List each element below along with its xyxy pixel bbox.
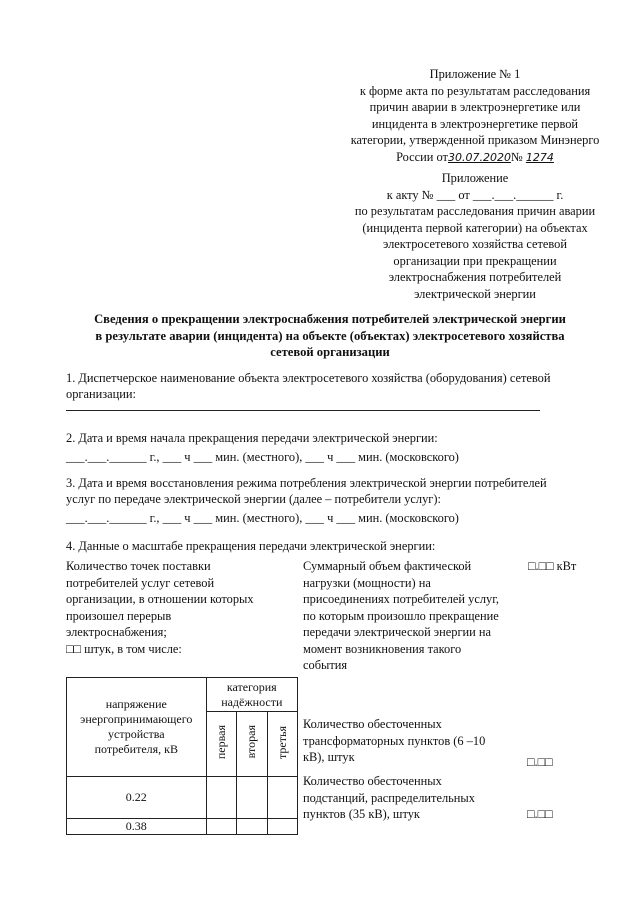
total-load-value: □.□□ кВт [528,559,577,573]
appendix-1-line: инцидента в электроэнергетике первой [371,116,579,131]
total-load-line: момент возникновения такого [303,641,462,656]
appendix-2-header [330,170,620,302]
section-3-line-2: услуг по передаче электрической энергии (далее – потребители услуг): [66,492,441,506]
section-3-line-1: 3. Дата и время восстановления режима потребления электрической энергии потребителей [66,476,547,490]
appendix-2-line: к акту № ___ от ___.___.______ г. [386,187,564,202]
voltage-reliability-table [66,677,298,835]
appendix-2-line: (инцидента первой категории) на объектах [362,220,588,235]
transformer-points-line: Количество обесточенных [303,717,442,731]
appendix-1-line: Приложение № 1 [429,67,521,81]
order-number-sign: № [510,149,523,164]
appendix-2-line: Приложение [441,171,509,185]
transformer-points-line: кВ), штук [303,750,355,764]
voltage-value-cell: 0.38 [67,819,207,835]
total-load-line: нагрузки (мощности) на [303,575,431,590]
section-1-line-2: организации: [66,387,136,401]
voltage-value-cell: 0.22 [67,777,207,819]
category-second-label: вторая [244,725,259,759]
reliability-category-header [206,678,297,712]
transformer-points-line: трансформаторных пунктов (6 –10 [303,733,486,748]
substations-line: пунктов (35 кВ), штук [303,807,420,821]
category-second-header [237,712,267,777]
appendix-2-line: по результатам расследования причин аварии [354,204,596,218]
appendix-1-line: к форме акта по результатам расследования [359,83,591,98]
reliability-header-line: надёжности [221,694,283,709]
total-load-line: присоединениях потребителей услуг, [303,592,499,606]
transformer-points-value: □.□□ [527,755,553,769]
voltage-header-line: энергопринимающего [80,712,193,726]
appendix-2-line: электроснабжения потребителей [388,270,562,284]
category-first-cell[interactable] [206,819,236,835]
category-first-label: первая [213,724,228,760]
substations-line: подстанций, распределительных [303,790,475,805]
appendix-1-line: причин аварии в электроэнергетике или [369,100,581,114]
appendix-1-line: категории, утвержденной приказом Минэнерго [350,133,600,147]
section-1-line-1: 1. Диспетчерское наименование объекта электросетевого хозяйства (оборудования) сетевой [66,371,551,385]
delivery-points-count: □□ штук, в том числе: [66,641,182,656]
delivery-points-block [66,558,254,657]
title-line: в результате аварии (инцидента) на объекте (объектах) электросетевого хозяйства [95,328,565,343]
category-third-label: третья [274,725,289,759]
substations-block [303,773,475,823]
voltage-header-line: потребителя, кВ [94,742,178,756]
section-2-line-1: 2. Дата и время начала прекращения передачи электрической энергии: [66,431,438,445]
delivery-points-line: Количество точек поставки [66,559,211,573]
appendix-2-line: электросетевого хозяйства сетевой [383,237,567,251]
section-3-datetime-blanks[interactable]: ___.___.______ г., ___ ч ___ мин. (местного), ___ ч ___ мин. (московского) [66,511,459,525]
title-line: сетевой организации [270,345,390,359]
handwritten-order-date: 30.07.2020 [447,150,511,164]
transformer-points-block [303,716,485,766]
appendix-1-order-line [330,149,620,167]
voltage-header-line: устройства [108,727,165,741]
total-load-line: по которым произошло прекращение [303,608,499,623]
delivery-points-line: произошел перерыв [66,608,172,623]
category-third-cell[interactable] [267,819,298,835]
section-1-blank-line[interactable] [66,410,540,411]
category-first-cell[interactable] [206,777,236,819]
voltage-header-cell [67,678,207,777]
table-row [67,819,298,835]
category-second-cell[interactable] [237,777,267,819]
reliability-header-line: категория [226,679,277,694]
category-third-cell[interactable] [267,777,298,819]
order-prefix: России от [396,149,448,164]
delivery-points-line: организации, в отношении которых [66,592,254,606]
category-second-cell[interactable] [237,819,267,835]
table-header-row [67,678,298,712]
title-line: Сведения о прекращении электроснабжения потребителей электрической энергии [94,312,566,326]
handwritten-order-number: 1274 [525,150,554,164]
appendix-2-line: организации при прекращении [393,253,557,268]
appendix-1-header [330,66,620,166]
total-load-line: передачи электрической энергии на [303,625,492,639]
voltage-header-line: напряжение [105,697,167,711]
delivery-points-line: электроснабжения; [66,625,167,639]
appendix-2-line: электрической энергии [414,286,536,301]
section-4-heading: 4. Данные о масштабе прекращения передачи электрической энергии: [66,539,436,553]
delivery-points-line: потребителей услуг сетевой [66,575,215,590]
document-title [50,311,610,361]
total-load-line: Суммарный объем фактической [303,559,472,573]
category-third-header [267,712,298,777]
substations-value: □.□□ [527,807,553,821]
total-load-line: события [303,658,348,672]
category-first-header [206,712,236,777]
table-row [67,777,298,819]
total-load-block [303,558,499,674]
substations-line: Количество обесточенных [303,774,442,788]
section-2-datetime-blanks[interactable]: ___.___.______ г., ___ ч ___ мин. (местного), ___ ч ___ мин. (московского) [66,450,459,464]
